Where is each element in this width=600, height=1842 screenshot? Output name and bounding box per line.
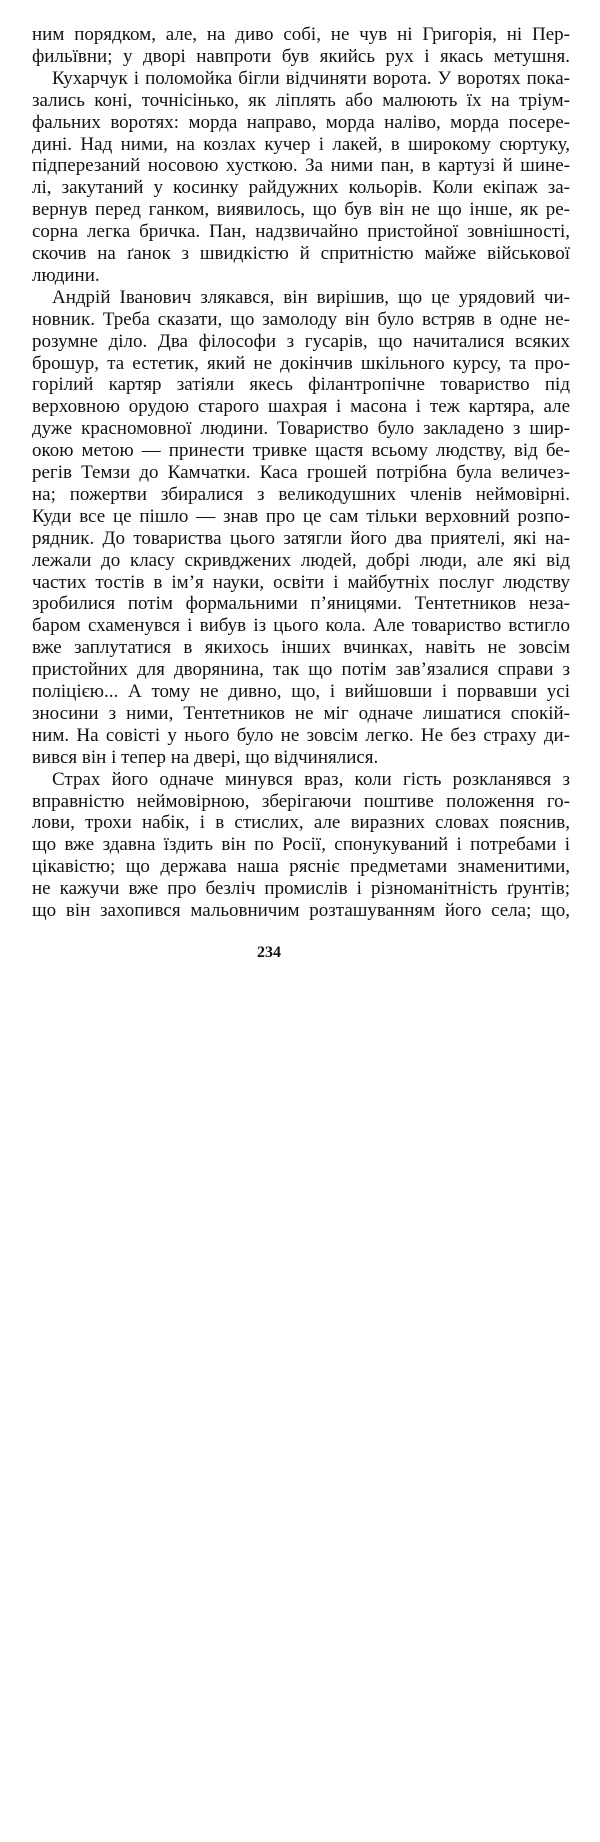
text-line: зались коні, точнісінько, як ліплять або малюють їх на тріум- bbox=[32, 89, 570, 111]
text-line: лежали до класу скривджених людей, добрі люди, але які від bbox=[32, 549, 570, 571]
text-line: дині. Над ними, на козлах кучер і лакей, в широкому сюртуку, bbox=[32, 133, 570, 155]
text-line: верховною орудою старого шахрая і масона і теж картяра, але bbox=[32, 396, 570, 418]
text-line: баром схаменувся і вибув із цього кола. Але товариство встигло bbox=[32, 615, 570, 637]
text-line: ним порядком, але, на диво собі, не чув ні Григорія, ні Пер- bbox=[32, 24, 570, 45]
text-line: що він захопився мальовничим розташуванням його села; що, bbox=[32, 900, 570, 921]
text-line: що вже здавна їздить він по Росії, спонукуваний і потребами і bbox=[32, 834, 570, 856]
text-line: Кухарчук і поломойка бігли відчиняти ворота. У воротях пока- bbox=[52, 67, 570, 89]
text-line: не кажучи вже про безліч промислів і різноманітність ґрунтів; bbox=[32, 878, 570, 900]
text-line: брошур, та естетик, який не докінчив шкільного курсу, та про- bbox=[32, 352, 570, 374]
text-line: людини. bbox=[32, 264, 100, 286]
text-line: підперезаний носовою хусткою. За ними пан, в картузі й шине- bbox=[32, 155, 570, 177]
text-line: вправністю неймовірною, зберігаючи поштиве положення го- bbox=[32, 790, 570, 812]
text-line: дуже красномовної людини. Товариство було закладено з шир- bbox=[32, 418, 570, 440]
book-page-continued bbox=[32, 906, 570, 1842]
text-line: лі, закутаний у косинку райдужних кольорів. Коли екіпаж за- bbox=[32, 177, 570, 199]
text-line: Андрій Іванович злякався, він вирішив, що це урядовий чи- bbox=[52, 286, 570, 308]
text-line: скочив на ґанок з швидкістю й спритністю майже військової bbox=[32, 243, 570, 264]
text-line: вернув перед ганком, виявилось, що був він не що інше, як ре- bbox=[32, 199, 570, 221]
text-line: пристойних для дворянина, так що потім зав’язалися справи з bbox=[32, 659, 570, 681]
text-line: зносини з ними, Тентетников не міг одначе лишатися спокій- bbox=[32, 702, 570, 724]
book-page bbox=[32, 24, 570, 960]
text-line: новник. Треба сказати, що замолоду він було встряв в одне не- bbox=[32, 308, 570, 330]
text-line: фильївни; у дворі навпроти був якийсь рух і якась метушня. bbox=[32, 45, 570, 67]
text-line: Куди все це пішло — знав про це сам тільки верховний розпо- bbox=[32, 505, 570, 527]
text-line: поліцією... А тому не дивно, що, і вийшовши і порвавши усі bbox=[32, 681, 570, 702]
page-number: 234 bbox=[257, 943, 281, 961]
text-line: Страх його одначе минувся враз, коли гість розкланявся з bbox=[52, 768, 570, 790]
text-line: цікавістю; що держава наша рясніє предметами знаменитими, bbox=[32, 856, 570, 878]
text-line: сорна легка бричка. Пан, надзвичайно пристойної зовнішності, bbox=[32, 221, 570, 243]
text-line: розумне діло. Два філософи з гусарів, що начиталися всяких bbox=[32, 330, 570, 352]
text-line: фальних воротях: морда направо, морда наліво, морда посере- bbox=[32, 111, 570, 133]
text-line: горілий картяр затіяли якесь філантропічне товариство під bbox=[32, 374, 570, 396]
text-line: частих тостів в ім’я науки, освіти і майбутніх послуг людству bbox=[32, 571, 570, 593]
text-line: зробилися потім формальними п’яницями. Тентетников неза- bbox=[32, 593, 570, 615]
text-line: вже заплутатися в якихось інших вчинках, навіть не зовсім bbox=[32, 637, 570, 659]
text-line: на; пожертви збиралися з великодушних членів неймовірні. bbox=[32, 483, 570, 505]
text-line: ним. На совісті у нього було не зовсім легко. Не без страху ди- bbox=[32, 724, 570, 746]
text-line: лови, трохи набік, і в стислих, але виразних словах пояснив, bbox=[32, 812, 570, 834]
text-line: окою метою — принести тривке щастя всьому людству, від бе- bbox=[32, 440, 570, 462]
text-line: вився він і тепер на двері, що відчинялися. bbox=[32, 746, 379, 768]
text-line: регів Темзи до Камчатки. Каса грошей потрібна була величез- bbox=[32, 462, 570, 483]
text-line: рядник. До товариства цього затягли його два приятелі, які на- bbox=[32, 527, 570, 549]
